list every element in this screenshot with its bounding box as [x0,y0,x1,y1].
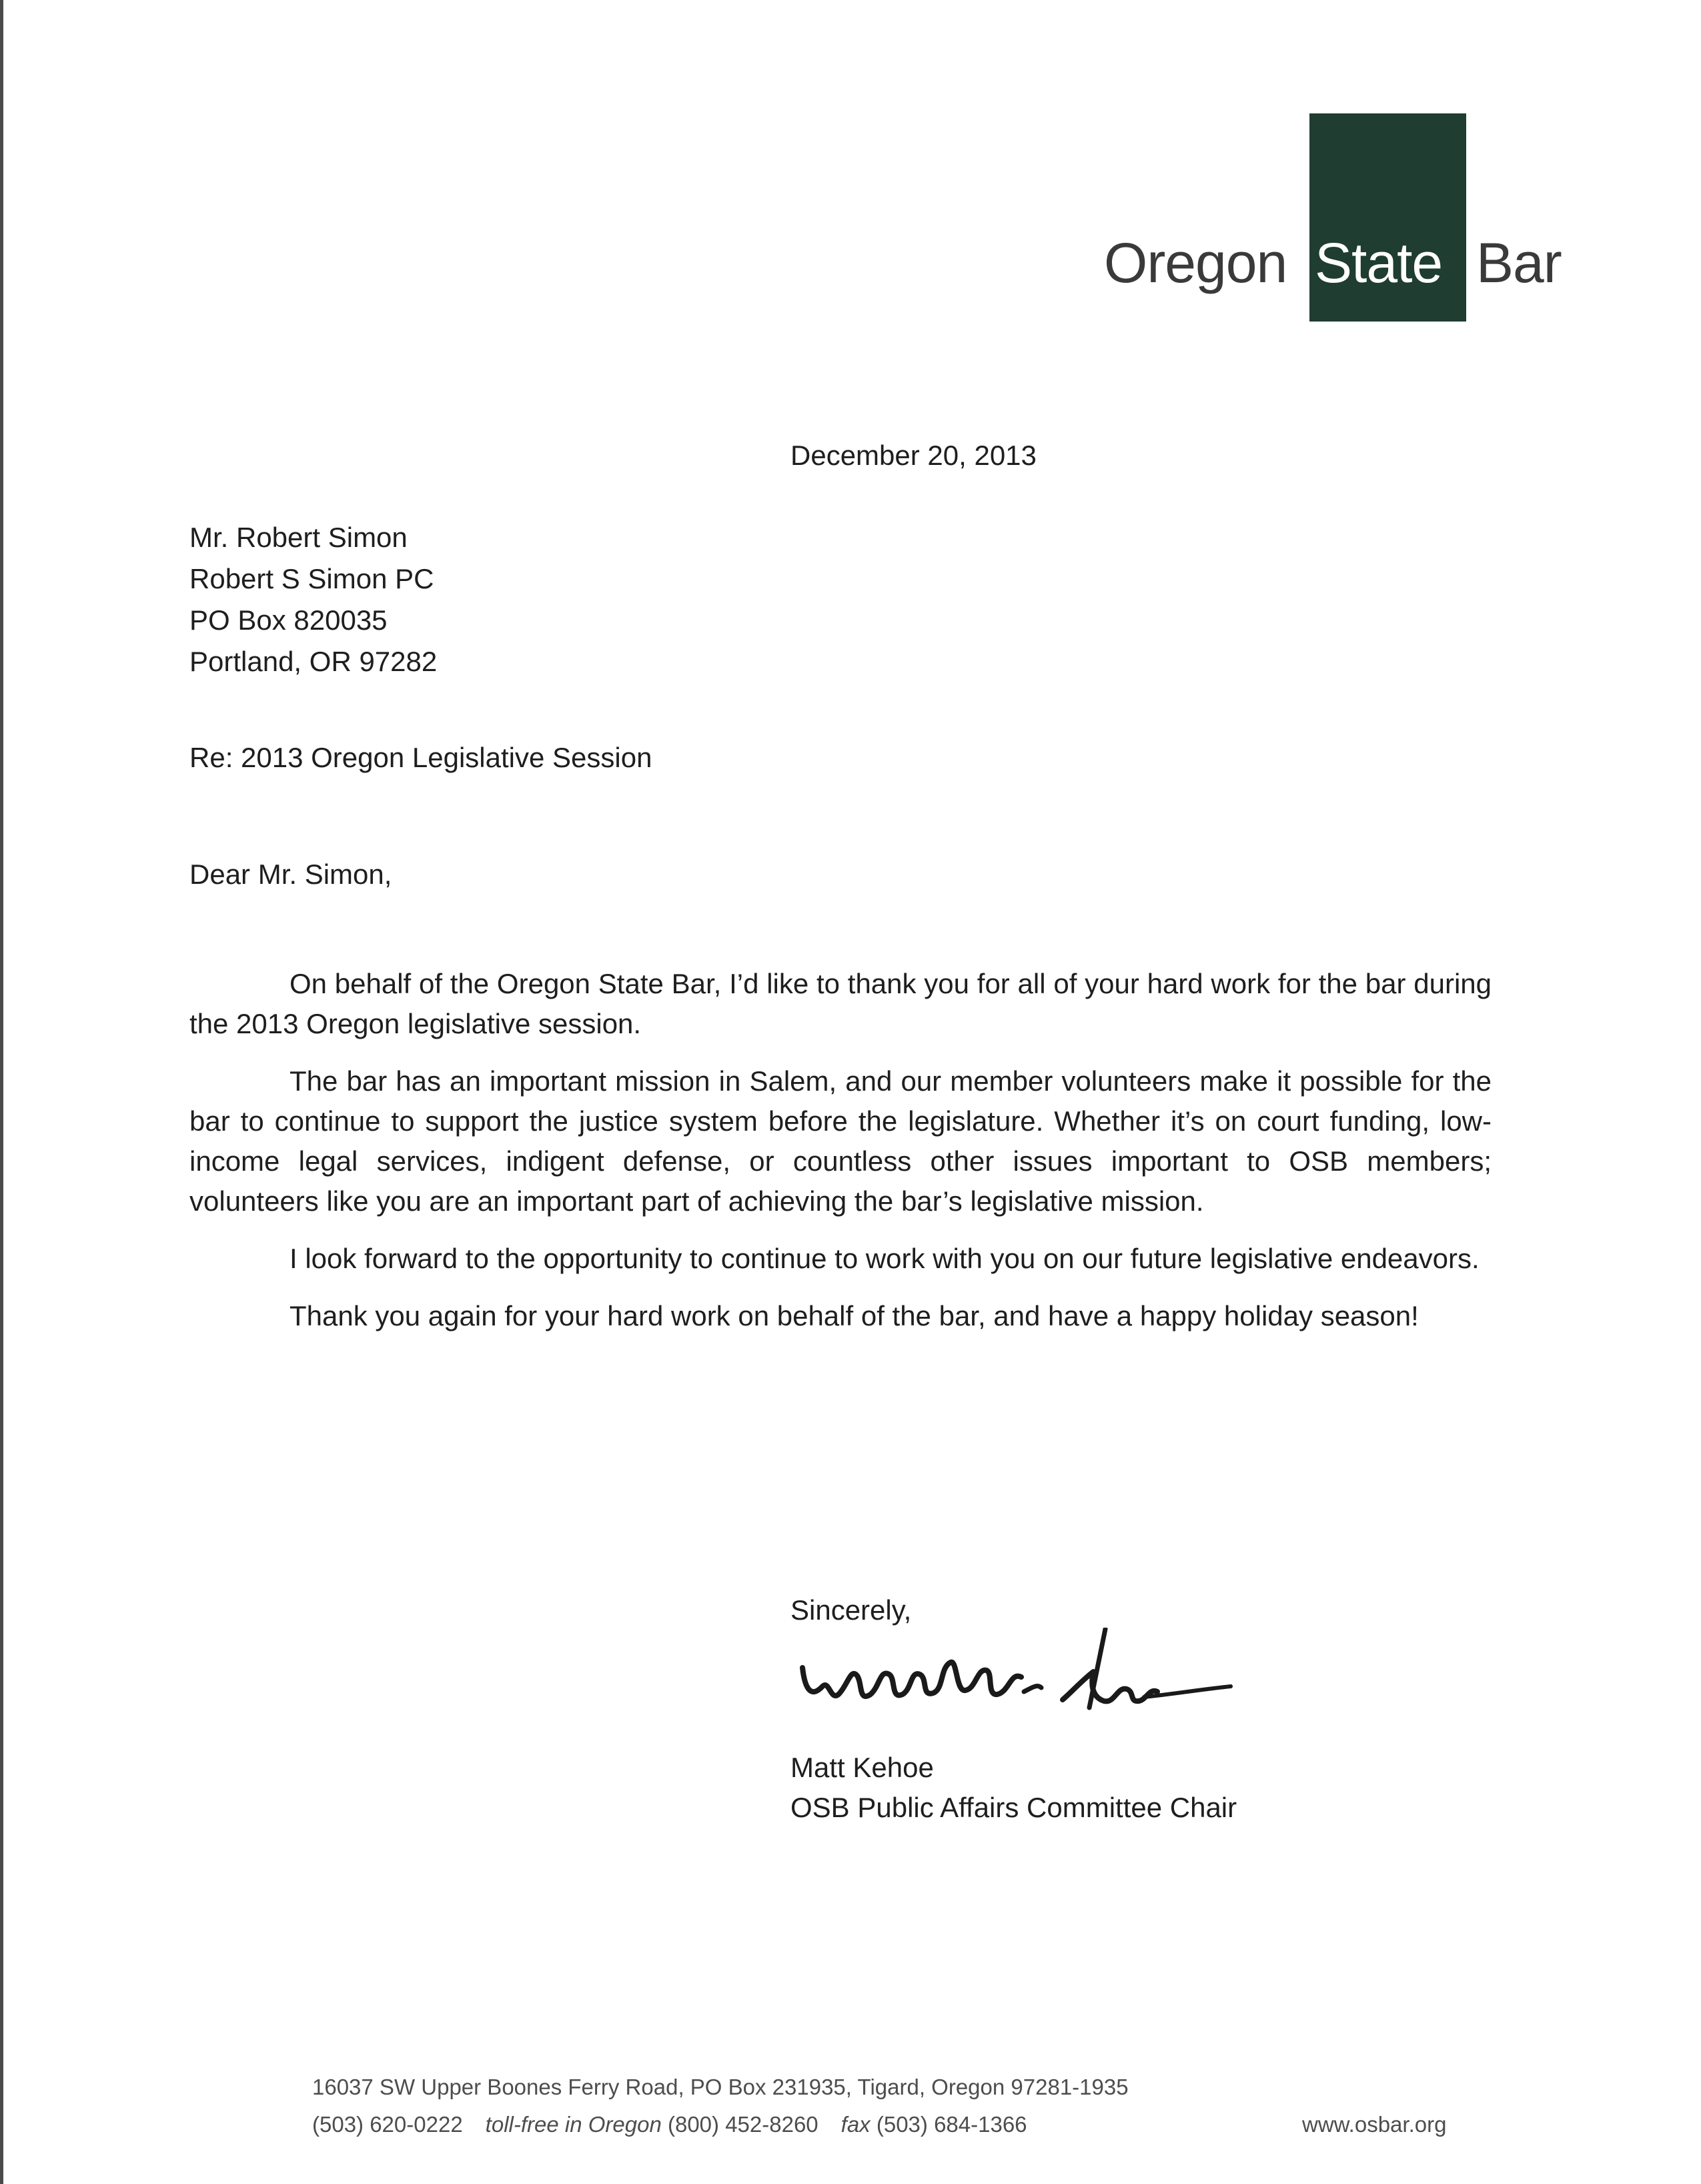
recipient-po-box: PO Box 820035 [189,604,388,636]
body-paragraph: The bar has an important mission in Salem, and our member volunteers make it possible for the bar to continue to support the justice system before the legislature. Whether it’s on court funding, low-income legal services, indigent defense, or countless other issues important to OSB members; volunteers like you are an important part of achieving the bar’s legislative mission. [189,1065,1492,1217]
salutation: Dear Mr. Simon, [189,859,392,890]
footer-website: www.osbar.org [1302,2112,1447,2137]
footer-contacts [312,2113,1460,2135]
footer-tollfree-number: (800) 452-8260 [667,2112,818,2137]
recipient-city-state-zip: Portland, OR 97282 [189,646,438,677]
footer-address: 16037 SW Upper Boones Ferry Road, PO Box 231935, Tigard, Oregon 97281-1935 [312,2075,1129,2099]
oregon-state-bar-logo [1104,113,1562,324]
letter-body [189,964,1492,1353]
logo-word-state: State [1315,231,1443,294]
page-edge-shadow [0,0,3,2184]
recipient-name: Mr. Robert Simon [189,522,408,553]
logo-word-oregon: Oregon [1104,231,1287,294]
recipient-company: Robert S Simon PC [189,563,434,594]
footer-fax-number: (503) 684-1366 [876,2112,1027,2137]
subject-line: Re: 2013 Oregon Legislative Session [189,742,652,773]
footer-fax [841,2113,1027,2135]
body-paragraph: I look forward to the opportunity to continue to work with you on our future legislative endeavors. [290,1243,1480,1274]
body-paragraph: Thank you again for your hard work on behalf of the bar, and have a happy holiday season! [290,1300,1419,1331]
footer-tollfree [486,2113,818,2135]
signer-name: Matt Kehoe [790,1752,934,1783]
signer-title: OSB Public Affairs Committee Chair [790,1792,1237,1823]
body-paragraph: On behalf of the Oregon State Bar, I’d like to thank you for all of your hard work for the bar during the 2013 Oregon legislative session. [189,968,1492,1039]
footer-phone: (503) 620-0222 [312,2112,463,2137]
letter-date: December 20, 2013 [790,440,1037,471]
footer-fax-label: fax [840,2112,871,2137]
logo-word-bar: Bar [1476,231,1562,294]
handwritten-signature [797,1628,1237,1741]
recipient-address [189,517,437,682]
footer-tollfree-label: toll-free in Oregon [485,2112,662,2137]
closing: Sincerely, [790,1594,912,1626]
